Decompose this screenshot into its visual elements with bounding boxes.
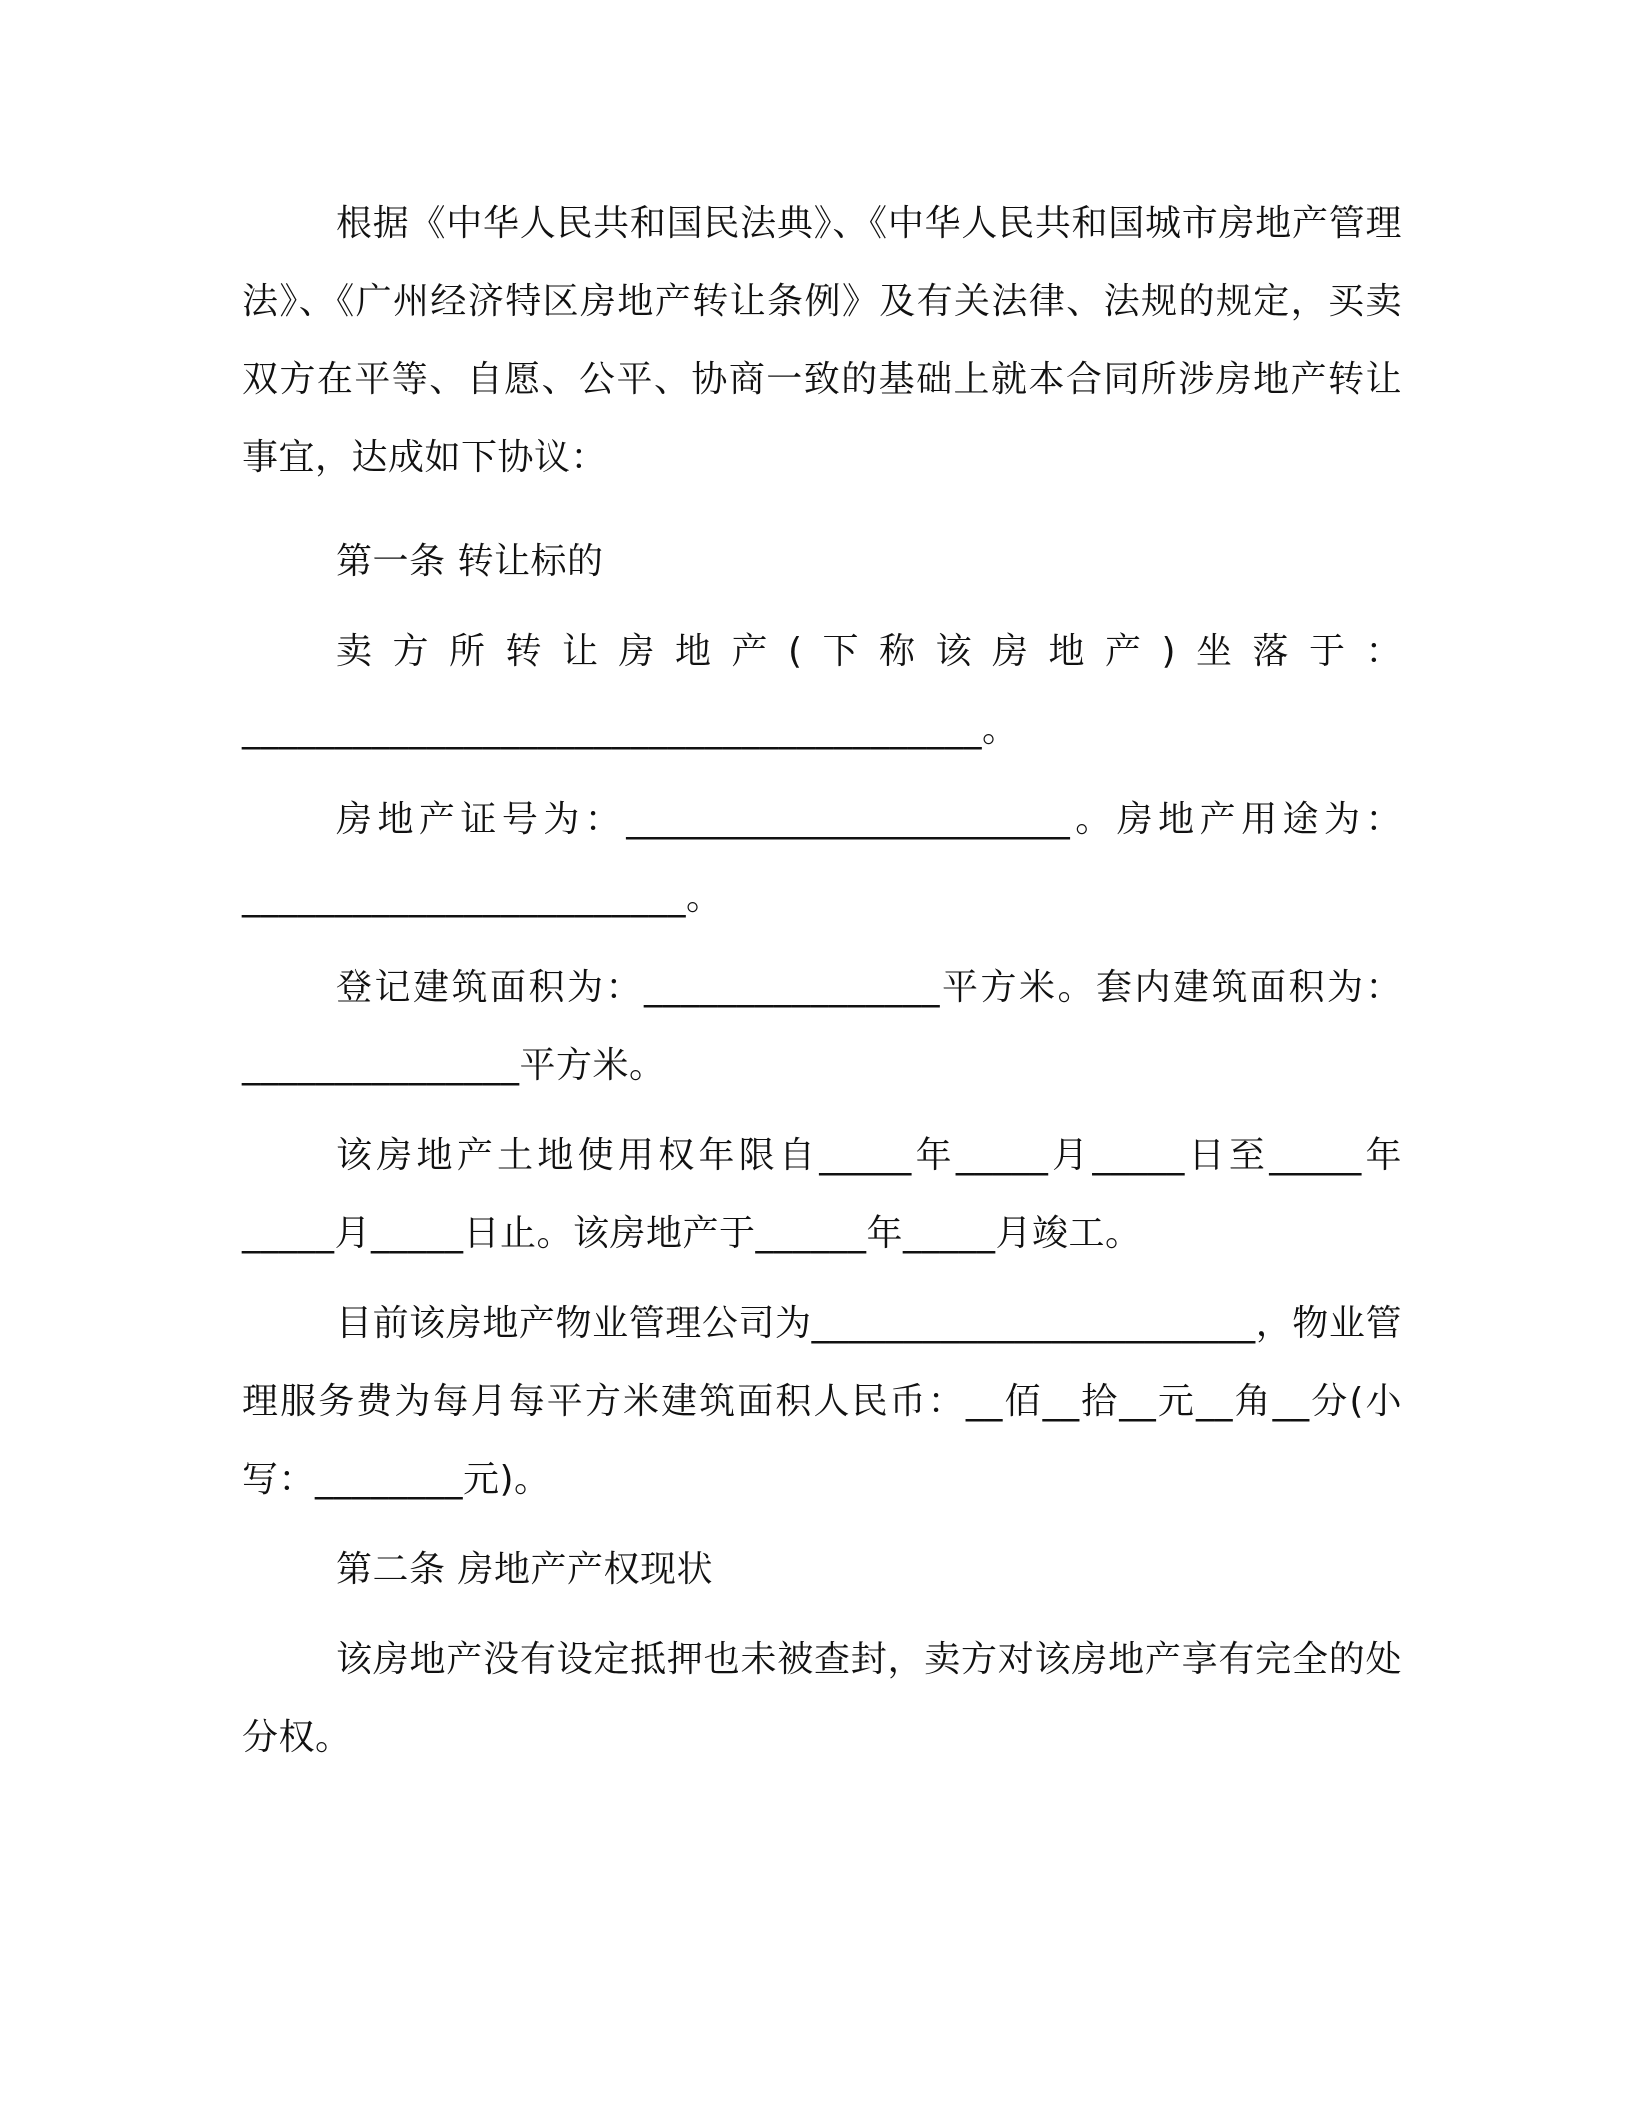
property-location-paragraph: 卖方所转让房地产(下称该房地产)坐落于：________________________________________。 [242,631,1402,750]
property-management-paragraph: 目前该房地产物业管理公司为________________________，物业管理服务费为每月每平方米建筑面积人民币：__佰__拾__元__角__分(小写：________元)。 [242,1303,1402,1500]
preamble-paragraph: 根据《中华人民共和国民法典》、《中华人民共和国城市房地产管理法》、《广州经济特区房地产转让条例》及有关法律、法规的规定，买卖双方在平等、自愿、公平、协商一致的基础上就本合同所涉房地产转让事宜，达成如下协议： [242,203,1402,478]
property-rights-paragraph: 该房地产没有设定抵押也未被查封，卖方对该房地产享有完全的处分权。 [242,1639,1402,1758]
document-body [242,185,1402,1777]
article-2-heading: 第二条 房地产产权现状 [336,1549,713,1590]
certificate-usage-paragraph: 房地产证号为：________________________。房地产用途为：________________________。 [242,799,1402,918]
land-use-term-paragraph: 该房地产土地使用权年限自_____年_____月_____日至_____年_____月_____日止。该房地产于______年_____月竣工。 [242,1135,1402,1254]
article-1-heading: 第一条 转让标的 [336,541,604,582]
floor-area-paragraph: 登记建筑面积为：________________平方米。套内建筑面积为：_______________平方米。 [242,967,1402,1086]
